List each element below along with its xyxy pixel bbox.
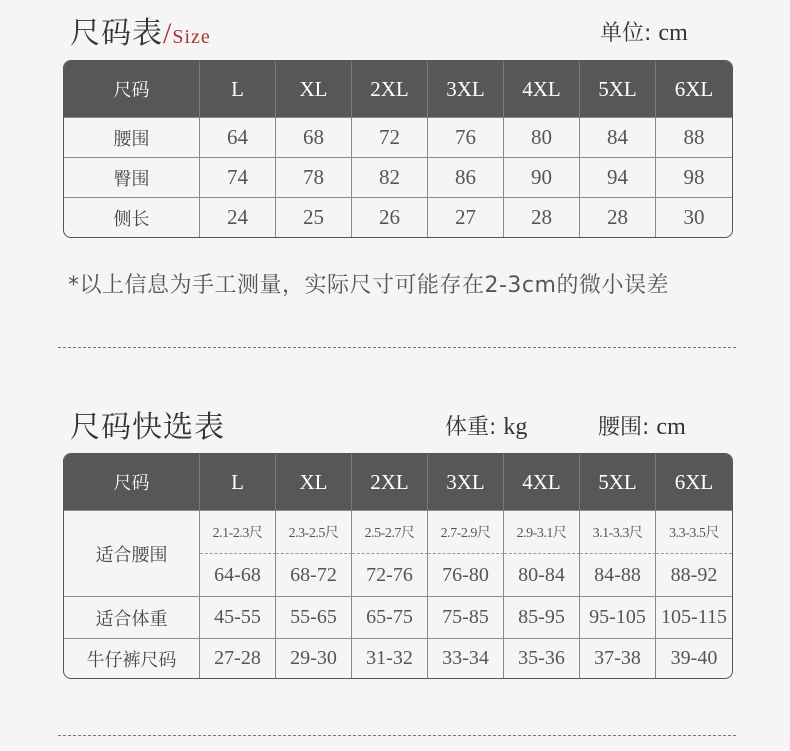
table-cell: 85-95 <box>504 596 580 638</box>
table-cell: 28 <box>504 197 580 237</box>
table-cell: 76 <box>428 117 504 157</box>
weight-label: 体重: <box>445 415 497 440</box>
waist-label: 腰围: <box>598 415 650 440</box>
table-cell: 88 <box>656 117 732 157</box>
header-cell: 6XL <box>656 61 732 117</box>
header-cell: 4XL <box>504 61 580 117</box>
title-text: 尺码快选表 <box>70 410 225 445</box>
unit-indicator <box>600 16 688 47</box>
table-cell: 72 <box>352 117 428 157</box>
table-cell: 76-80 <box>428 553 504 596</box>
measurement-note: *以上信息为手工测量，实际尺寸可能存在2-3cm的微小误差 <box>68 273 669 298</box>
table-cell: 28 <box>580 197 656 237</box>
waist-unit-indicator <box>598 410 686 441</box>
header-cell: 4XL <box>504 454 580 510</box>
table-cell: 45-55 <box>200 596 276 638</box>
size-table <box>63 60 733 238</box>
table-cell: 72-76 <box>352 553 428 596</box>
table-cell: 3.1-3.3尺 <box>580 510 656 553</box>
table-cell: 27 <box>428 197 504 237</box>
header-cell: 6XL <box>656 454 732 510</box>
weight-unit-indicator <box>445 410 527 441</box>
header-cell: 尺码 <box>64 454 200 510</box>
header-cell: XL <box>276 454 352 510</box>
unit-label: 单位: <box>600 21 652 46</box>
table-cell: 39-40 <box>656 638 732 678</box>
table-row <box>64 157 732 197</box>
table-cell: 2.7-2.9尺 <box>428 510 504 553</box>
table-row <box>64 596 732 638</box>
table-cell: 64 <box>200 117 276 157</box>
header-cell: L <box>200 61 276 117</box>
table-cell: 90 <box>504 157 580 197</box>
table-cell: 84-88 <box>580 553 656 596</box>
table-cell: 75-85 <box>428 596 504 638</box>
table-cell: 74 <box>200 157 276 197</box>
dashed-divider <box>58 347 736 348</box>
header-cell: 2XL <box>352 454 428 510</box>
table-cell: 80-84 <box>504 553 580 596</box>
table-row <box>64 117 732 157</box>
size-header-row <box>64 61 732 117</box>
table-cell: 84 <box>580 117 656 157</box>
table-cell: 2.5-2.7尺 <box>352 510 428 553</box>
table-row <box>64 510 732 553</box>
table-cell: 27-28 <box>200 638 276 678</box>
weight-unit: kg <box>503 414 528 440</box>
table-cell: 68-72 <box>276 553 352 596</box>
header-cell: L <box>200 454 276 510</box>
table-cell: 37-38 <box>580 638 656 678</box>
table-cell: 3.3-3.5尺 <box>656 510 732 553</box>
size-table-title <box>70 8 211 52</box>
row-label: 臀围 <box>64 157 200 197</box>
table-cell: 80 <box>504 117 580 157</box>
row-label: 适合腰围 <box>64 510 200 596</box>
header-cell: XL <box>276 61 352 117</box>
unit-value: cm <box>658 20 688 46</box>
table-cell: 98 <box>656 157 732 197</box>
table-cell: 24 <box>200 197 276 237</box>
title-text: 尺码表 <box>70 16 163 51</box>
header-cell: 3XL <box>428 61 504 117</box>
table-cell: 95-105 <box>580 596 656 638</box>
table-cell: 94 <box>580 157 656 197</box>
table-cell: 68 <box>276 117 352 157</box>
table-cell: 31-32 <box>352 638 428 678</box>
table-cell: 2.1-2.3尺 <box>200 510 276 553</box>
table-cell: 25 <box>276 197 352 237</box>
table-cell: 64-68 <box>200 553 276 596</box>
table-cell: 82 <box>352 157 428 197</box>
table-cell: 65-75 <box>352 596 428 638</box>
table-cell: 35-36 <box>504 638 580 678</box>
header-cell: 尺码 <box>64 61 200 117</box>
table-cell: 105-115 <box>656 596 732 638</box>
table-cell: 2.9-3.1尺 <box>504 510 580 553</box>
table-cell: 30 <box>656 197 732 237</box>
dashed-divider <box>58 735 736 736</box>
table-cell: 2.3-2.5尺 <box>276 510 352 553</box>
table-cell: 55-65 <box>276 596 352 638</box>
table-row <box>64 638 732 678</box>
table-cell: 33-34 <box>428 638 504 678</box>
header-cell: 3XL <box>428 454 504 510</box>
row-label: 腰围 <box>64 117 200 157</box>
row-label: 适合体重 <box>64 596 200 638</box>
waist-unit: cm <box>656 414 686 440</box>
title-subtitle: Size <box>172 26 211 48</box>
title-slash: / <box>163 17 173 50</box>
quick-size-title <box>70 402 225 446</box>
table-cell: 86 <box>428 157 504 197</box>
table-cell: 29-30 <box>276 638 352 678</box>
header-cell: 5XL <box>580 454 656 510</box>
table-cell: 88-92 <box>656 553 732 596</box>
header-cell: 2XL <box>352 61 428 117</box>
header-cell: 5XL <box>580 61 656 117</box>
row-label: 侧长 <box>64 197 200 237</box>
table-cell: 78 <box>276 157 352 197</box>
table-cell: 26 <box>352 197 428 237</box>
table-row <box>64 197 732 237</box>
quick-size-table <box>63 453 733 679</box>
row-label: 牛仔裤尺码 <box>64 638 200 678</box>
quick-header-row <box>64 454 732 510</box>
